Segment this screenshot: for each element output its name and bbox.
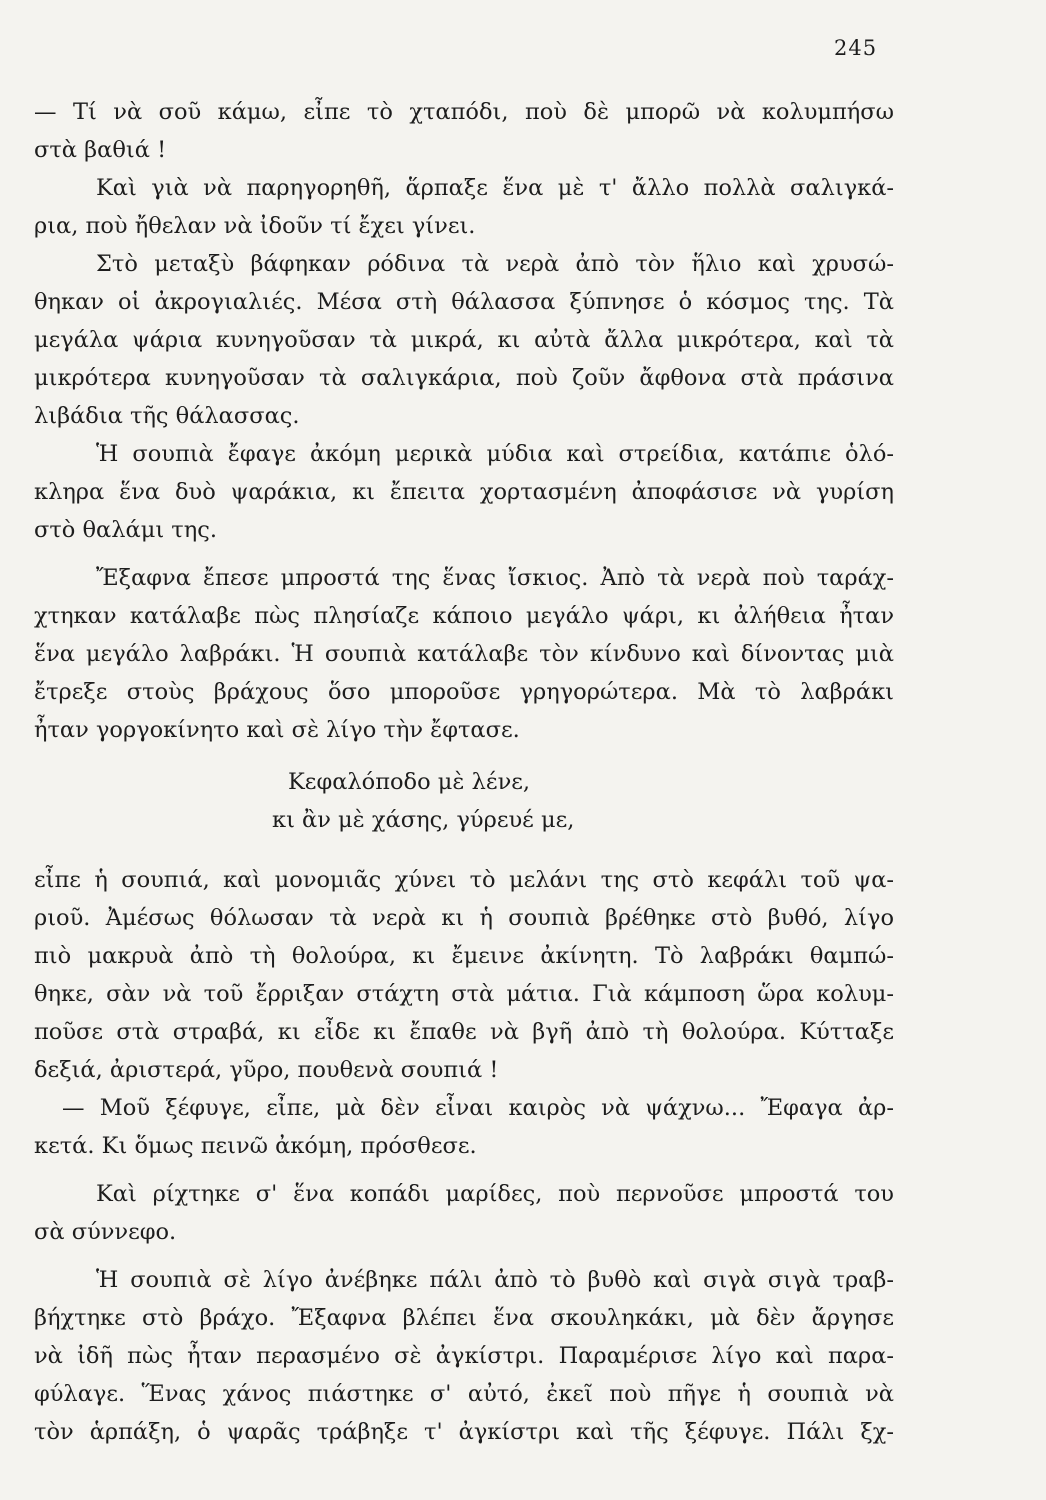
text-line: ἦταν γοργοκίνητο καὶ σὲ λίγο τὴν ἔφτασε. [34, 717, 520, 743]
text-line: ἔτρεξε στοὺς βράχους ὅσο μποροῦσε γρηγορώτερα. Μὰ τὸ λαβράκι [34, 679, 894, 705]
text-line: στὰ βαθιά ! [34, 137, 167, 163]
text-line: Καὶ ρίχτηκε σ' ἕνα κοπάδι μαρίδες, ποὺ περνοῦσε μπροστά του [96, 1181, 894, 1207]
verse-line: κι ἂν μὲ χάσης, γύρευέ με, [272, 807, 575, 833]
text-line: Ἡ σουπιὰ ἔφαγε ἀκόμη μερικὰ μύδια καὶ στρείδια, κατάπιε ὁλό- [96, 441, 894, 467]
text-line: φύλαγε. Ἕνας χάνος πιάστηκε σ' αὐτό, ἐκεῖ ποὺ πῆγε ἡ σουπιὰ νὰ [34, 1381, 894, 1407]
text-line: Ἔξαφνα ἔπεσε μπροστά της ἕνας ἴσκιος. Ἀπὸ τὰ νερὰ ποὺ ταράχ- [96, 565, 894, 591]
verse [34, 763, 894, 839]
text-line: τὸν ἁρπάξη, ὁ ψαρᾶς τράβηξε τ' ἀγκίστρι καὶ τῆς ξέφυγε. Πάλι ξχ- [34, 1419, 894, 1445]
page-number: 245 [834, 36, 878, 60]
body-text [34, 93, 894, 1451]
text-line: Στὸ μεταξὺ βάφηκαν ρόδινα τὰ νερὰ ἀπὸ τὸν ἥλιο καὶ χρυσώ- [96, 251, 894, 277]
text-line: ποῦσε στὰ στραβά, κι εἶδε κι ἔπαθε νὰ βγῆ ἀπὸ τὴ θολούρα. Κύτταξε [34, 1019, 894, 1045]
text-line: ρια, ποὺ ἤθελαν νὰ ἰδοῦν τί ἔχει γίνει. [34, 213, 476, 239]
text-line: κληρα ἕνα δυὸ ψαράκια, κι ἔπειτα χορτασμένη ἀποφάσισε νὰ γυρίση [34, 479, 894, 505]
text-line: θηκε, σὰν νὰ τοῦ ἔρριξαν στάχτη στὰ μάτια. Γιὰ κάμποση ὥρα κολυμ- [34, 981, 894, 1007]
text-line: μικρότερα κυνηγοῦσαν τὰ σαλιγκάρια, ποὺ ζοῦν ἄφθονα στὰ πράσινα [34, 365, 894, 391]
text-line: μεγάλα ψάρια κυνηγοῦσαν τὰ μικρά, κι αὐτὰ ἄλλα μικρότερα, καὶ τὰ [34, 327, 894, 353]
text-line: Ἡ σουπιὰ σὲ λίγο ἀνέβηκε πάλι ἀπὸ τὸ βυθὸ καὶ σιγὰ σιγὰ τραβ- [96, 1267, 894, 1293]
text-line: Καὶ γιὰ νὰ παρηγορηθῆ, ἅρπαξε ἕνα μὲ τ' ἄλλο πολλὰ σαλιγκά- [96, 175, 894, 201]
text-line: κετά. Κι ὅμως πεινῶ ἀκόμη, πρόσθεσε. [34, 1133, 477, 1159]
text-line: σὰ σύννεφο. [34, 1219, 177, 1245]
text-line: δεξιά, ἀριστερά, γῦρο, πουθενὰ σουπιά ! [34, 1057, 499, 1083]
text-line: στὸ θαλάμι της. [34, 517, 217, 543]
text-line: θηκαν οἱ ἀκρογιαλιές. Μέσα στὴ θάλασσα ξύπνησε ὁ κόσμος της. Τὰ [34, 289, 894, 315]
text-line: βήχτηκε στὸ βράχο. Ἔξαφνα βλέπει ἕνα σκουληκάκι, μὰ δὲν ἄργησε [34, 1305, 894, 1331]
text-line: χτηκαν κατάλαβε πὼς πλησίαζε κάποιο μεγάλο ψάρι, κι ἀλήθεια ἦταν [34, 603, 894, 629]
text-line: ἕνα μεγάλο λαβράκι. Ἡ σουπιὰ κατάλαβε τὸν κίνδυνο καὶ δίνοντας μιὰ [34, 641, 894, 667]
text-line: εἶπε ἡ σουπιά, καὶ μονομιᾶς χύνει τὸ μελάνι της στὸ κεφάλι τοῦ ψα- [34, 867, 894, 893]
text-line: — Μοῦ ξέφυγε, εἶπε, μὰ δὲν εἶναι καιρὸς νὰ ψάχνω... Ἔφαγα ἀρ- [62, 1095, 894, 1121]
text-line: νὰ ἰδῆ πὼς ἦταν περασμένο σὲ ἀγκίστρι. Παραμέρισε λίγο καὶ παρα- [34, 1343, 894, 1369]
text-line: ριοῦ. Ἀμέσως θόλωσαν τὰ νερὰ κι ἡ σουπιὰ βρέθηκε στὸ βυθό, λίγο [34, 905, 894, 931]
text-line: πιὸ μακρυὰ ἀπὸ τὴ θολούρα, κι ἔμεινε ἀκίνητη. Τὸ λαβράκι θαμπώ- [34, 943, 894, 969]
verse-line: Κεφαλόποδο μὲ λένε, [288, 769, 531, 795]
text-line: — Τί νὰ σοῦ κάμω, εἶπε τὸ χταπόδι, ποὺ δὲ μπορῶ νὰ κολυμπήσω [34, 99, 894, 125]
text-line: λιβάδια τῆς θάλασσας. [34, 403, 300, 429]
